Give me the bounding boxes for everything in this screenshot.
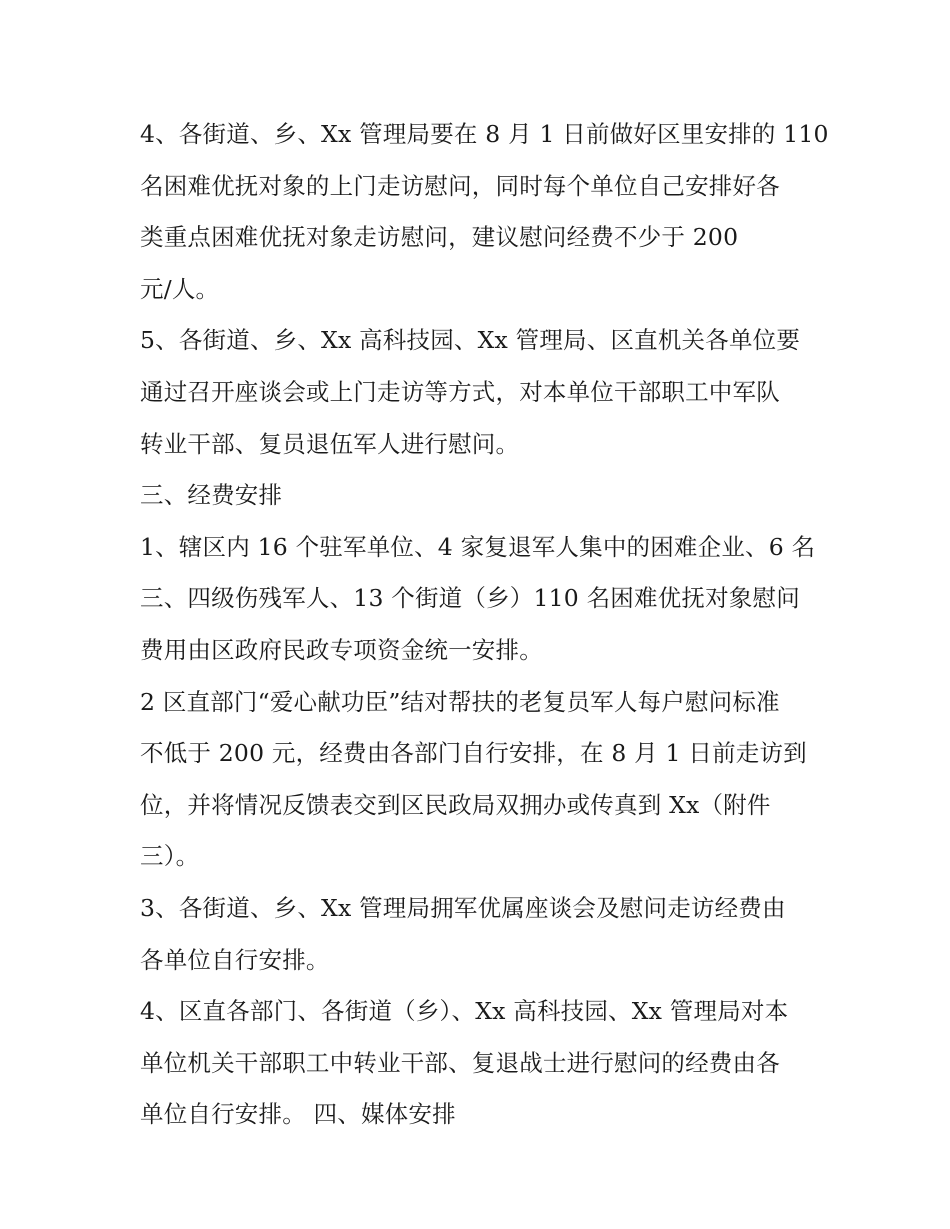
text-line: 元/人。 (140, 274, 220, 303)
text-line: 2 区直部门“爱心献功臣”结对帮扶的老复员军人每户慰问标准 (140, 687, 780, 716)
text-line: 单位自行安排。 四、媒体安排 (140, 1100, 456, 1129)
paragraph-funding-1 (140, 522, 820, 677)
text-line: 三）。 (140, 842, 200, 871)
section-heading-funding (140, 470, 820, 522)
paragraph-item-5-meetings (140, 315, 820, 470)
text-line: 4、各街道、乡、Xx 管理局要在 8 月 1 日前做好区里安排的 110 (140, 120, 829, 148)
paragraph-item-4-visits (140, 109, 829, 315)
text-line: 费用由区政府民政专项资金统一安排。 (140, 635, 543, 664)
text-line: 三、四级伤残军人、13 个街道（乡）110 名困难优抚对象慰问 (140, 584, 800, 613)
text-line: 通过召开座谈会或上门走访等方式，对本单位干部职工中军队 (140, 377, 780, 406)
text-line: 位，并将情况反馈表交到区民政局双拥办或传真到 Xx（附件 (140, 790, 771, 819)
text-line: 1、辖区内 16 个驻军单位、4 家复退军人集中的困难企业、6 名 (140, 532, 816, 561)
text-line: 4、区直各部门、各街道（乡）、Xx 高科技园、Xx 管理局对本 (140, 997, 789, 1026)
paragraph-funding-4 (140, 986, 820, 1141)
text-line: 单位机关干部职工中转业干部、复退战士进行慰问的经费由各 (140, 1048, 780, 1077)
paragraph-funding-2 (140, 677, 820, 883)
text-line: 不低于 200 元，经费由各部门自行安排，在 8 月 1 日前走访到 (140, 739, 807, 768)
text-line: 名困难优抚对象的上门走访慰问，同时每个单位自己安排好各 (140, 171, 780, 200)
text-line: 5、各街道、乡、Xx 高科技园、Xx 管理局、区直机关各单位要 (140, 326, 801, 355)
text-line: 类重点困难优抚对象走访慰问，建议慰问经费不少于 200 (140, 223, 739, 252)
text-line: 转业干部、复员退伍军人进行慰问。 (140, 429, 520, 458)
section-heading: 三、经费安排 (140, 481, 283, 510)
document-body (140, 109, 829, 1141)
text-line: 各单位自行安排。 (140, 945, 330, 974)
text-line: 3、各街道、乡、Xx 管理局拥军优属座谈会及慰问走访经费由 (140, 893, 786, 922)
paragraph-funding-3 (140, 883, 820, 986)
